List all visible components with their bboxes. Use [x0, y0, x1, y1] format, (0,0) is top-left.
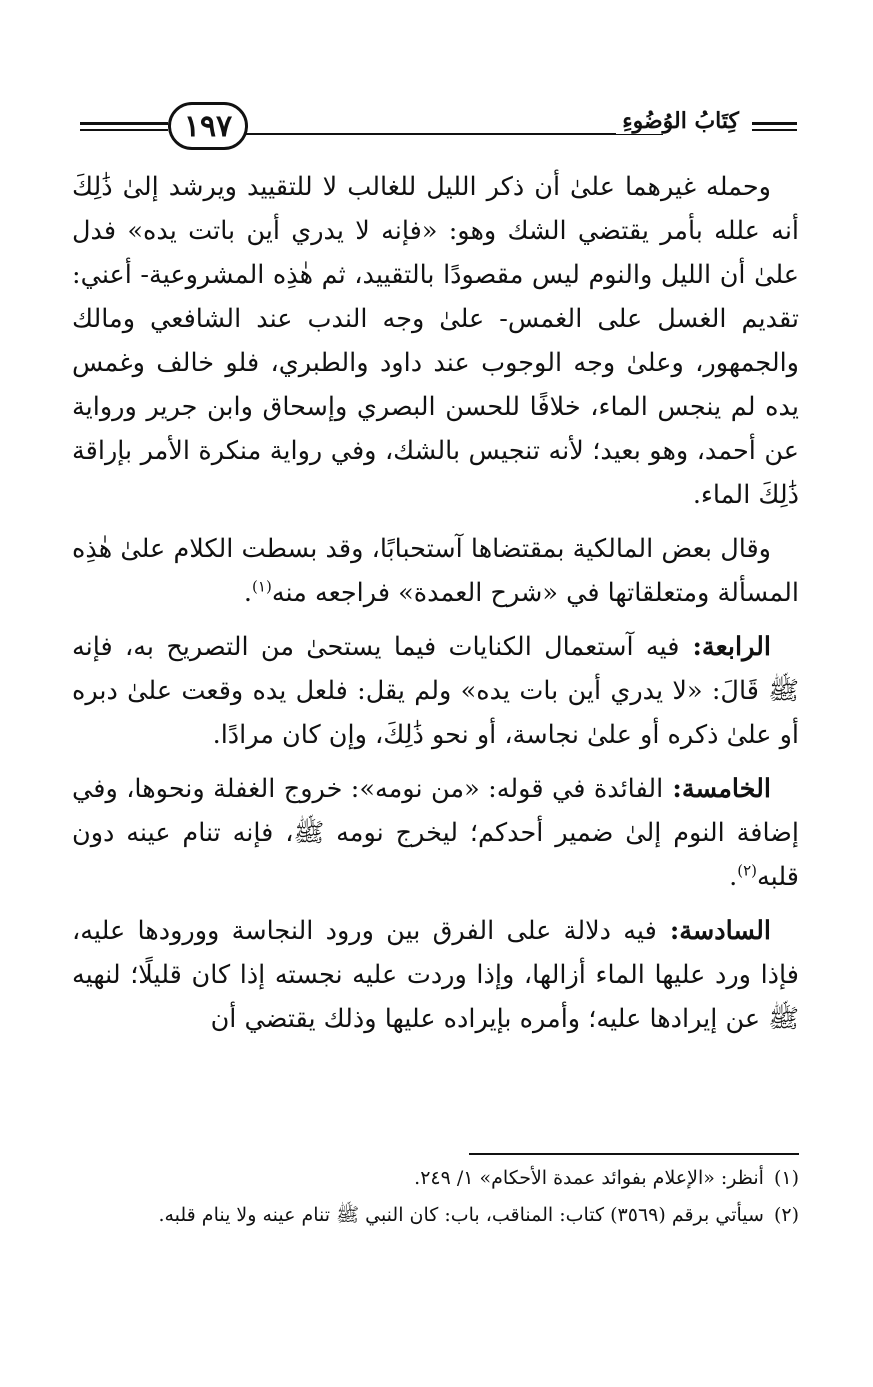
paragraph-lead: الخامسة:: [663, 774, 771, 804]
page-header: [60, 96, 813, 156]
paragraph-text: فيه دلالة على الفرق بين ورود النجاسة وورودها عليه، فإذا ورد عليها الماء أزالها، وإذا وردت عليه نجسته إذا كان قليلًا؛ لنهيه ﷺ عن إيرادها عليه؛ وأمره بإيراده عليها وذلك يقتضي أن: [72, 916, 799, 1034]
paragraph-4: الخامسة: الفائدة في قوله: «من نومه»: خروج الغفلة ونحوها، وفي إضافة النوم إلىٰ ضمير أحدكم؛ ليخرج نومه ﷺ، فإنه تنام عينه دون قلبه$^{(٢)}$.: [72, 774, 799, 892]
footnotes: [72, 1162, 799, 1236]
header-rule-left: [80, 122, 168, 131]
paragraph-text: وحمله غيرهما علىٰ أن ذكر الليل للغالب لا للتقييد ويرشد إلىٰ ذَٰلِكَ أنه علله بأمر يقتضي الشك وهو: «فإنه لا يدري أين باتت يده» فدل علىٰ أن الليل والنوم ليس مقصودًا بالتقييد، ثم هٰذِه المشروعية- أعني: تقديم الغسل على الغمس- علىٰ وجه الندب عند الشافعي ومالك والجمهور، وعلىٰ وجه الوجوب عند داود والطبري، فلو خالف وغمس يده لم ينجس الماء، خلافًا للحسن البصري وإسحاق وابن جرير ورواية عن أحمد، وهو بعيد؛ لأنه تنجيس بالشك، وفي رواية منكرة الأمر بإراقة ذَٰلِكَ الماء.: [72, 172, 799, 510]
paragraph-text: الفائدة في قوله: «من نومه»: خروج الغفلة ونحوها، وفي إضافة النوم إلىٰ ضمير أحدكم؛ ليخرج نومه ﷺ، فإنه تنام عينه دون قلبه: [72, 774, 799, 892]
paragraph-lead: السادسة:: [656, 916, 771, 946]
footnote-text: أنظر: «الإعلام بفوائد عمدة الأحكام» ١/ ٢٤٩.: [414, 1167, 764, 1189]
paragraph-5: [72, 909, 799, 1041]
paragraph-text: فيه آستعمال الكنايات فيما يستحىٰ من التصريح به، فإنه ﷺ قَالَ: «لا يدري أين بات يده» ولم يقل: فلعل يده وقعت علىٰ دبره أو علىٰ ذكره أو علىٰ نجاسة، أو نحو ذَٰلِكَ، وإن كان مرادًا.: [72, 632, 799, 750]
footnote-separator: [469, 1153, 799, 1155]
header-rule-right: [752, 122, 797, 131]
page-number-text: ١٩٧: [183, 108, 233, 144]
main-text: [72, 165, 799, 1051]
paragraph-3: [72, 625, 799, 757]
footnote-1: [72, 1162, 799, 1195]
chapter-title: كِتَابُ الوُضُوءِ: [616, 108, 745, 134]
paragraph-lead: الرابعة:: [679, 632, 771, 662]
paragraph-1: [72, 165, 799, 517]
footnote-marker: (١): [252, 577, 272, 596]
footnote-text: سيأتي برقم (٣٥٦٩) كتاب: المناقب، باب: كان النبي ﷺ تنام عينه ولا ينام قلبه.: [158, 1204, 764, 1226]
page-number: [168, 102, 248, 150]
footnote-2: [72, 1199, 799, 1232]
footnote-number: (٢): [773, 1204, 799, 1226]
header-rule-middle: [240, 133, 663, 135]
footnote-marker: (٢): [737, 861, 757, 880]
paragraph-2: وقال بعض المالكية بمقتضاها آستحبابًا، وقد بسطت الكلام علىٰ هٰذِه المسألة ومتعلقاتها في «شرح العمدة» فراجعه منه$^{(١)}$.: [72, 534, 799, 608]
paragraph-text: وقال بعض المالكية بمقتضاها آستحبابًا، وقد بسطت الكلام علىٰ هٰذِه المسألة ومتعلقاتها في «شرح العمدة» فراجعه منه: [72, 534, 799, 608]
footnote-number: (١): [773, 1167, 799, 1189]
